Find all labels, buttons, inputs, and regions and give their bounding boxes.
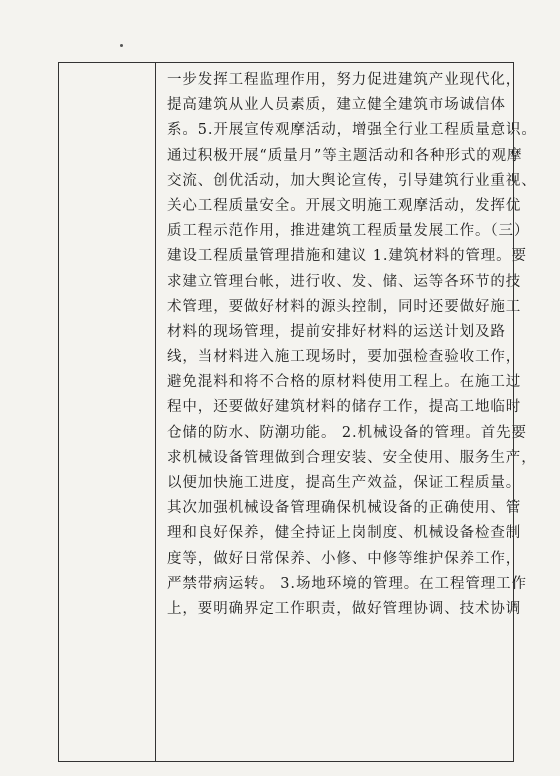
text-line: 求建立管理台帐，进行收、发、储、运等各环节的技 [167,273,522,290]
text-line: 交流、创优活动，加大舆论宣传，引导建筑行业重视、 [167,172,537,189]
text-line: 仓储的防水、防潮功能。 2.机械设备的管理。首先要 [167,424,527,441]
text-line: 关心工程质量安全。开展文明施工观摩活动，发挥优 [167,197,522,214]
text-line: 求机械设备管理做到合理安装、安全使用、服务生产， [167,449,537,466]
text-line: 线，当材料进入施工现场时，要加强检查验收工作， [167,349,522,366]
text-line: 度等，做好日常保养、小修、中修等维护保养工作， [167,550,522,567]
text-line: 材料的现场管理，提前安排好材料的运送计划及路 [167,323,506,340]
text-line: 建设工程质量管理措施和建议 1.建筑材料的管理。要 [167,248,527,265]
content-cell [156,63,537,761]
text-line: 严禁带病运转。 3.场地环境的管理。在工程管理工作 [167,575,527,592]
text-line: 质工程示范作用，推进建筑工程质量发展工作。（三） [167,223,530,240]
paper-speck [120,44,123,47]
text-line: 上，要明确界定工作职责，做好管理协调、技术协调 [167,600,522,617]
text-line: 术管理，要做好材料的源头控制，同时还要做好施工 [167,298,522,315]
label-column-cell [59,63,156,761]
text-line: 系。5.开展宣传观摩活动，增强全行业工程质量意识。 [167,122,537,139]
text-line: 通过积极开展“质量月”等主题活动和各种形式的观摩 [167,147,523,164]
text-line: 程中，还要做好建筑材料的储存工作，提高工地临时 [167,399,522,416]
form-table [58,62,537,762]
text-line: 其次加强机械设备管理确保机械设备的正确使用、管 [167,500,522,517]
text-line: 以便加快施工进度，提高生产效益，保证工程质量。 [167,475,522,491]
text-line: 一步发挥工程监理作用，努力促进建筑产业现代化， [167,72,522,88]
text-line: 避免混料和将不合格的原材料使用工程上。在施工过 [167,374,522,391]
text-line: 提高建筑从业人员素质，建立健全建筑市场诚信体 [167,97,506,114]
text-line: 理和良好保养，健全持证上岗制度、机械设备检查制 [167,525,522,542]
